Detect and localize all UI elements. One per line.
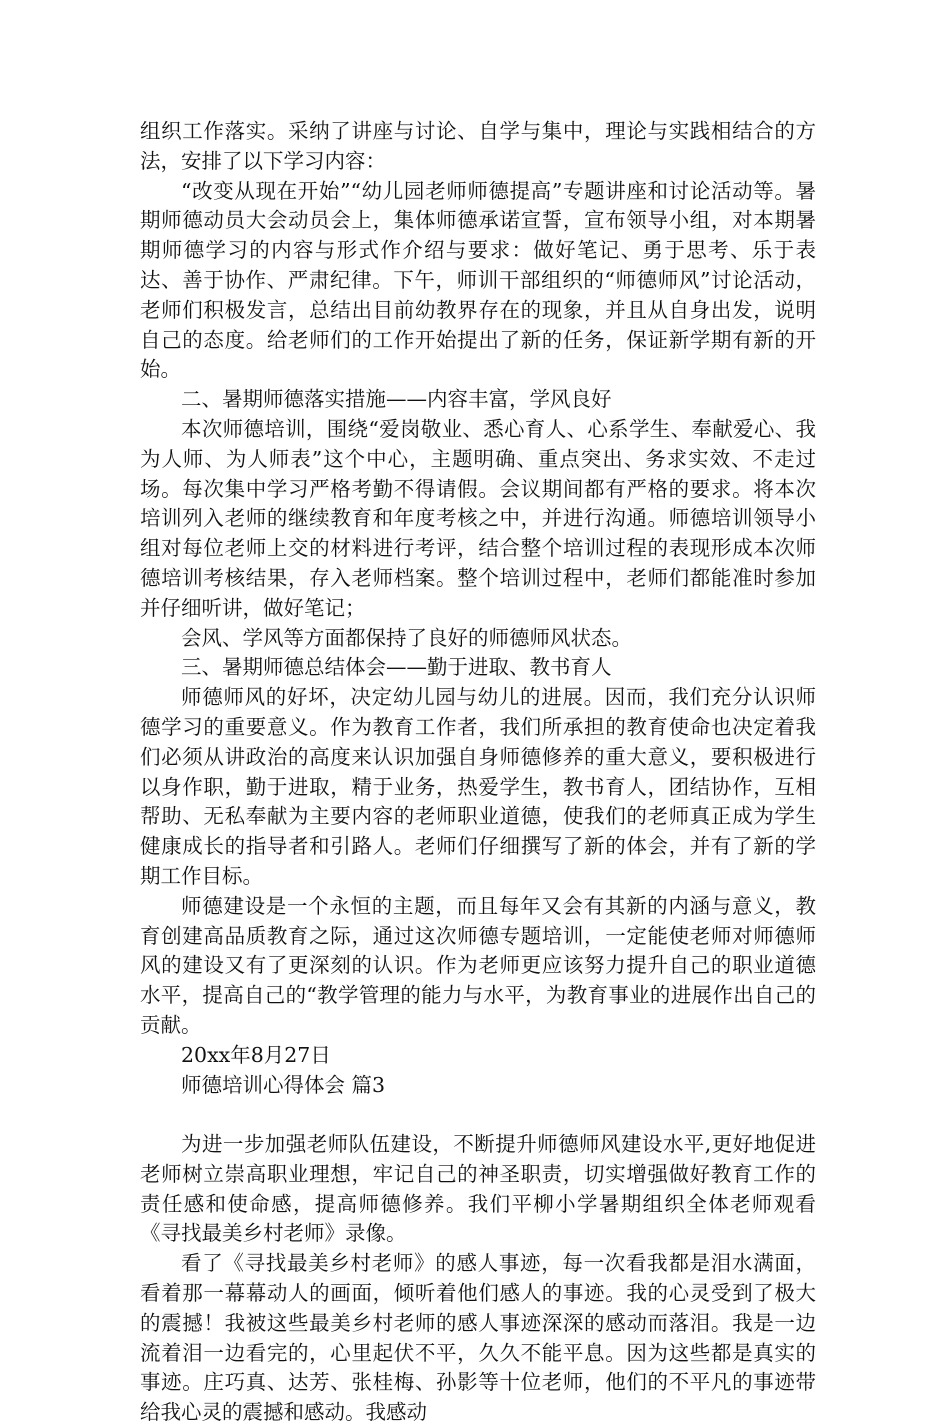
paragraph: 本次师德培训，围绕“爱岗敬业、悉心育人、心系学生、奉献爱心、我为人师、为人师表”这个中心，主题明确、重点突出、务求实效、不走过场。每次集中学习严格考勤不得请假。会议期间都有严格的要求。将本次培训列入老师的继续教育和年度考核之中，并进行沟通。师德培训领导小组对每位老师上交的材料进行考评，结合整个培训过程的表现形成本次师德培训考核结果，存入老师档案。整个培训过程中，老师们都能准时参加并仔细听讲，做好笔记； <box>140 416 816 620</box>
paragraph: 二、暑期师德落实措施——内容丰富，学风良好 <box>181 387 612 412</box>
paragraph: 为进一步加强老师队伍建设，不断提升师德师风建设水平,更好地促进老师树立崇高职业理想，牢记自己的神圣职责，切实增强做好教育工作的责任感和使命感，提高师德修养。我们平柳小学暑期组织全体老师观看《寻找最美乡村老师》录像。 <box>140 1132 816 1246</box>
paragraph: 师德培训心得体会 篇3 <box>181 1072 386 1097</box>
paragraph: 会风、学风等方面都保持了良好的师德师风状态。 <box>181 625 632 650</box>
document-page <box>140 117 816 1428</box>
paragraph: 20xx年8月27日 <box>181 1042 331 1067</box>
paragraph: 看了《寻找最美乡村老师》的感人事迹，每一次看我都是泪水满面，看着那一幕幕动人的画面，倾听着他们感人的事迹。我的心灵受到了极大的震撼！我被这些最美乡村老师的感人事迹深深的感动而落泪。我是一边流着泪一边看完的，心里起伏不平，久久不能平息。因为这些都是真实的事迹。庄巧真、达芳、张桂梅、孙影等十位老师，他们的不平凡的事迹带给我心灵的震撼和感动。我感动 <box>140 1251 816 1425</box>
paragraph: “改变从现在开始”“幼儿园老师师德提高”专题讲座和讨论活动等。暑期师德动员大会动员会上，集体师德承诺宣誓，宣布领导小组，对本期暑期师德学习的内容与形式作介绍与要求：做好笔记、勇于思考、乐于表达、善于协作、严肃纪律。下午，师训干部组织的“师德师风”讨论活动，老师们积极发言，总结出目前幼教界存在的现象，并且从自身出发，说明自己的态度。给老师们的工作开始提出了新的任务，保证新学期有新的开始。 <box>140 178 816 382</box>
paragraph: 组织工作落实。采纳了讲座与讨论、自学与集中，理论与实践相结合的方法，安排了以下学习内容： <box>140 119 816 173</box>
paragraph: 师德师风的好坏，决定幼儿园与幼儿的进展。因而，我们充分认识师德学习的重要意义。作为教育工作者，我们所承担的教育使命也决定着我们必须从讲政治的高度来认识加强自身师德修养的重大意义，要积极进行以身作职，勤于进取，精于业务，热爱学生，教书育人，团结协作，互相帮助、无私奉献为主要内容的老师职业道德，使我们的老师真正成为学生健康成长的指导者和引路人。老师们仔细撰写了新的体会，并有了新的学期工作目标。 <box>140 685 816 888</box>
blank-line <box>140 1100 816 1130</box>
paragraph: 三、暑期师德总结体会——勤于进取、教书育人 <box>181 655 612 680</box>
paragraph: 师德建设是一个永恒的主题，而且每年又会有其新的内涵与意义，教育创建高品质教育之际，通过这次师德专题培训，一定能使老师对师德师风的建设又有了更深刻的认识。作为老师更应该努力提升自己的职业道德水平，提高自己的“教学管理的能力与水平，为教育事业的进展作出自己的贡献。 <box>140 893 816 1037</box>
